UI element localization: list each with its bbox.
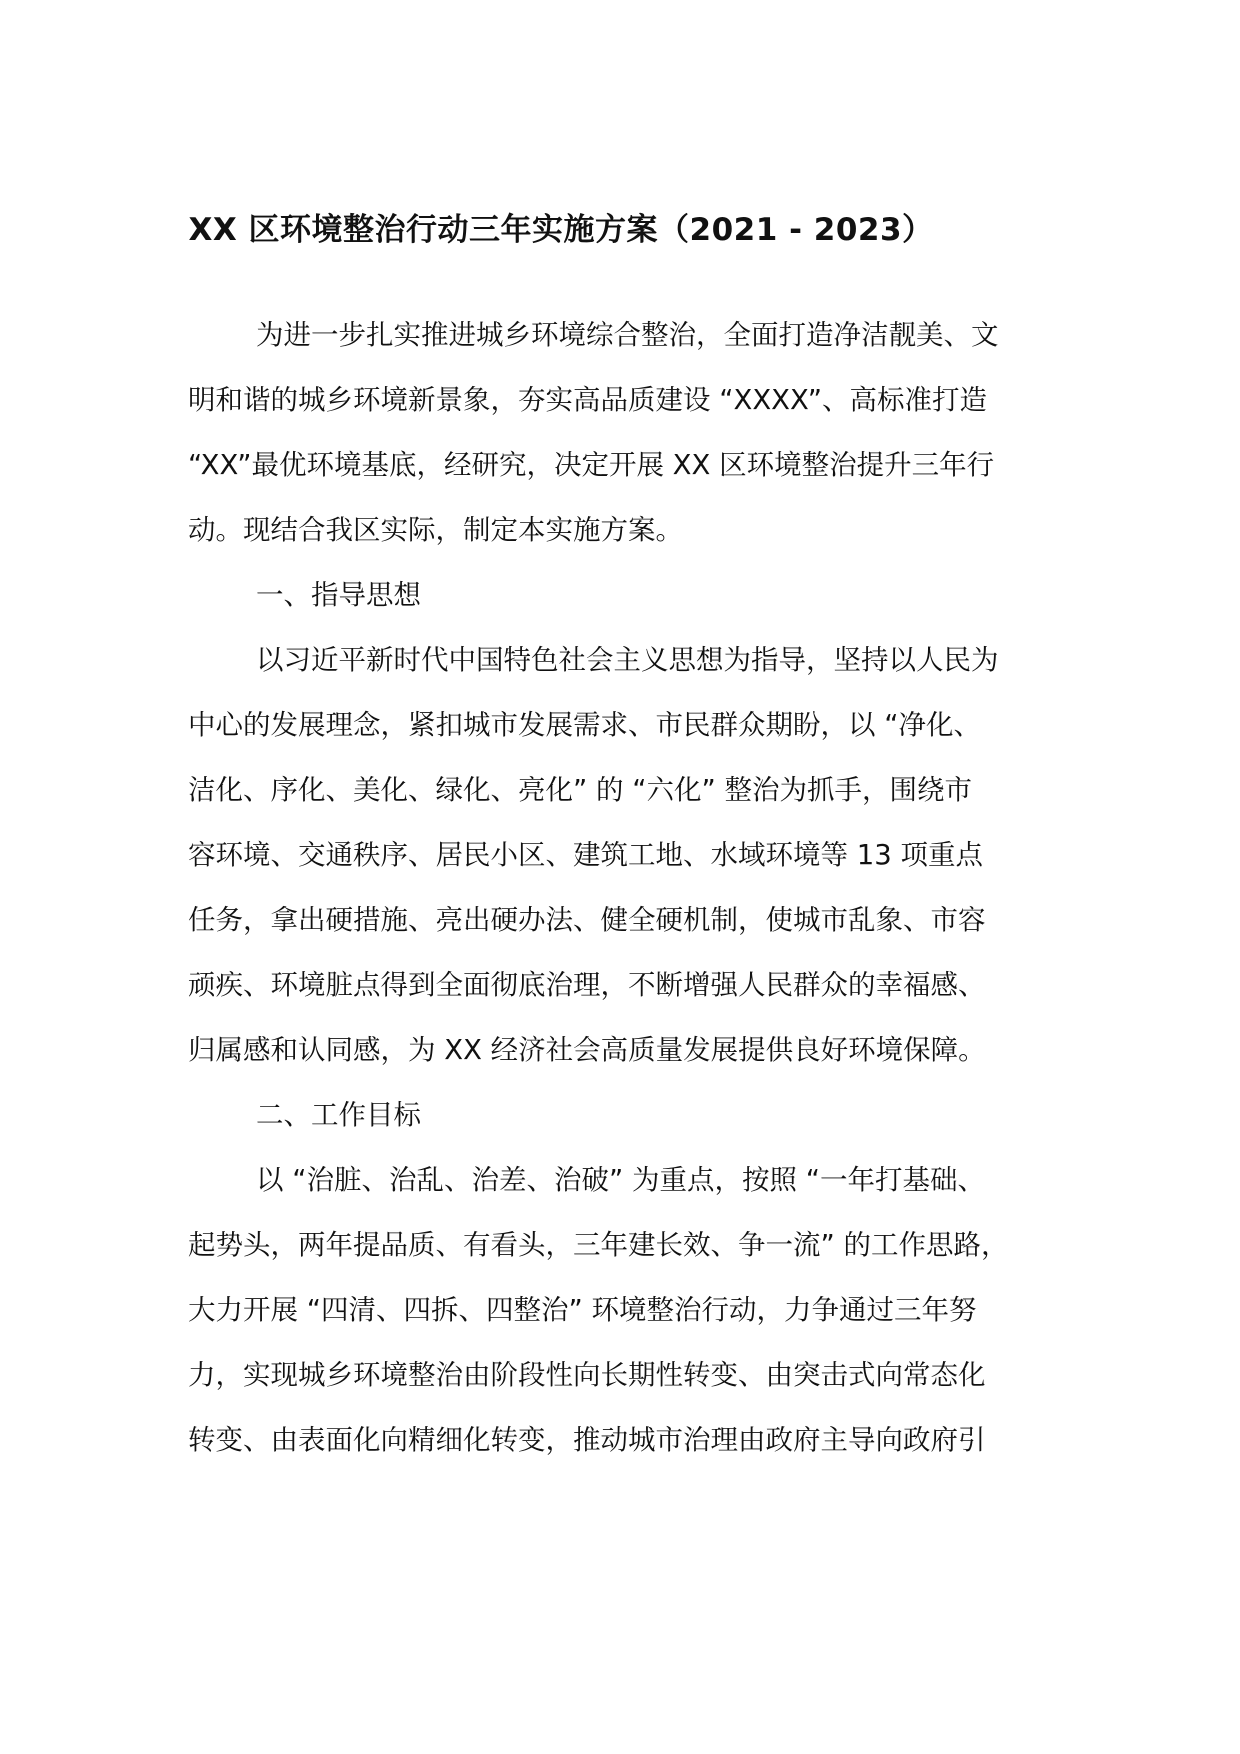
paragraph-line: 顽疾、环境脏点得到全面彻底治理，不断增强人民群众的幸福感、 xyxy=(188,969,986,1001)
paragraph-line: 明和谐的城乡环境新景象，夯实高品质建设 “XXXX”、高标准打造 xyxy=(188,384,987,416)
paragraph-line: 洁化、序化、美化、绿化、亮化” 的 “六化” 整治为抓手，围绕市 xyxy=(188,774,972,806)
paragraph-line: 动。现结合我区实际，制定本实施方案。 xyxy=(188,514,683,546)
paragraph-line: 为进一步扎实推进城乡环境综合整治，全面打造净洁靓美、文 xyxy=(256,319,999,351)
document-title: XX 区环境整治行动三年实施方案（2021 - 2023） xyxy=(188,212,934,248)
paragraph-line: 容环境、交通秩序、居民小区、建筑工地、水域环境等 13 项重点 xyxy=(188,839,983,871)
paragraph-line: 力，实现城乡环境整治由阶段性向长期性转变、由突击式向常态化 xyxy=(188,1359,986,1391)
paragraph-line: “XX”最优环境基底，经研究，决定开展 XX 区环境整治提升三年行 xyxy=(188,449,995,481)
paragraph-line: 起势头，两年提品质、有看头，三年建长效、争一流” 的工作思路， xyxy=(188,1229,1009,1261)
paragraph-line: 任务，拿出硬措施、亮出硬办法、健全硬机制，使城市乱象、市容 xyxy=(188,904,986,936)
section-heading-guiding-ideology: 一、指导思想 xyxy=(256,579,421,611)
paragraph-line: 转变、由表面化向精细化转变，推动城市治理由政府主导向政府引 xyxy=(188,1424,986,1456)
paragraph-line: 中心的发展理念，紧扣城市发展需求、市民群众期盼，以 “净化、 xyxy=(188,709,981,741)
paragraph-line: 归属感和认同感，为 XX 经济社会高质量发展提供良好环境保障。 xyxy=(188,1034,986,1066)
paragraph-line: 以 “治脏、治乱、治差、治破” 为重点，按照 “一年打基础、 xyxy=(256,1164,985,1196)
paragraph-line: 大力开展 “四清、四拆、四整治” 环境整治行动，力争通过三年努 xyxy=(188,1294,977,1326)
paragraph-line: 以习近平新时代中国特色社会主义思想为指导，坚持以人民为 xyxy=(256,644,999,676)
section-heading-work-goals: 二、工作目标 xyxy=(256,1099,421,1131)
document-body xyxy=(188,303,1068,1473)
